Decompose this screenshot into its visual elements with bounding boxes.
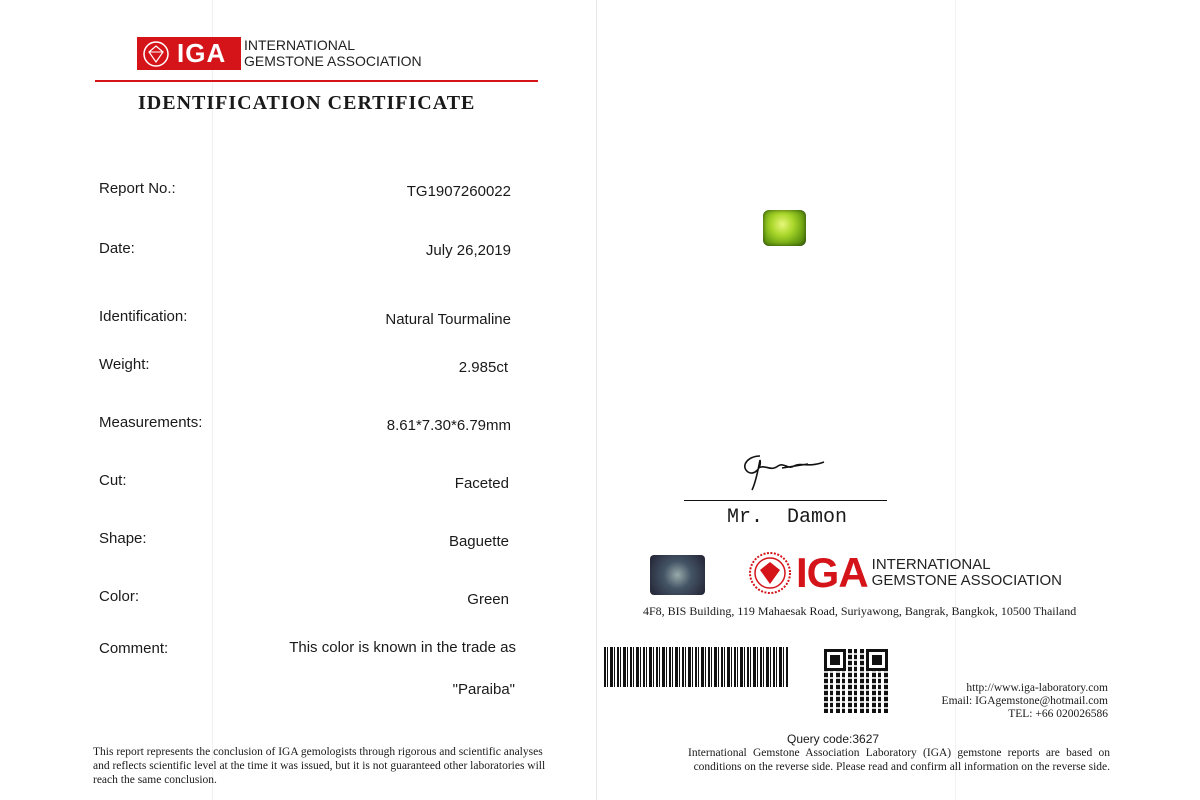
page-fold <box>596 0 597 800</box>
fold-crease <box>955 0 956 800</box>
field-value: TG1907260022 <box>406 183 511 200</box>
field-value: Baguette <box>448 533 509 550</box>
logo-mark: IGA <box>796 549 868 596</box>
phone-text: TEL: +66 020026586 <box>1008 708 1108 720</box>
barcode <box>604 647 788 687</box>
logo-mark: IGA <box>177 38 227 68</box>
field-label: Shape: <box>99 530 147 547</box>
field-label: Identification: <box>99 308 188 325</box>
org-line1: INTERNATIONAL <box>244 37 355 54</box>
field-value: Natural Tourmaline <box>385 311 511 328</box>
signature-mark <box>738 446 830 494</box>
field-value: Faceted <box>454 475 509 492</box>
comment-line1: This color is known in the trade as <box>289 639 516 656</box>
org-name <box>244 38 422 69</box>
field-value: Green <box>467 591 509 608</box>
disclaimer-text: This report represents the conclusion of IGA gemologists through rigorous and scientific analyses and reflects scientific level at the time it was issued, but it is not guaranteed other laboratories will reach the same conclusion. <box>93 746 546 786</box>
field-label: Cut: <box>99 472 127 489</box>
certificate-title: IDENTIFICATION CERTIFICATE <box>138 92 476 114</box>
lab-address: 4F8, BIS Building, 119 Mahaesak Road, Suriyawong, Bangrak, Bangkok, 10500 Thailand <box>643 604 1077 618</box>
gemstone-photo <box>763 210 806 246</box>
field-label: Date: <box>99 240 135 257</box>
field-value: 8.61*7.30*6.79mm <box>386 417 511 434</box>
qr-code <box>824 649 888 713</box>
header-rule <box>95 80 538 82</box>
contact-info <box>942 682 1108 721</box>
field-value: July 26,2019 <box>425 242 511 259</box>
website-text: http://www.iga-laboratory.com <box>966 682 1108 694</box>
gem-emblem-icon <box>748 551 792 595</box>
footer-logo <box>748 549 1062 597</box>
query-code: Query code:3627 <box>787 732 880 746</box>
header-logo <box>137 37 422 70</box>
org-line1: INTERNATIONAL <box>871 555 991 573</box>
signatory-name: Mr. Damon <box>727 506 848 529</box>
hologram-seal <box>650 555 705 595</box>
signature-line <box>684 500 887 501</box>
comment-line2: "Paraiba" <box>452 681 515 698</box>
field-label: Measurements: <box>99 414 203 431</box>
field-label: Report No.: <box>99 180 176 197</box>
field-label: Color: <box>99 588 140 605</box>
gem-emblem-icon <box>141 39 171 69</box>
field-label: Comment: <box>99 640 169 657</box>
org-name <box>872 557 1062 590</box>
fold-crease <box>212 0 213 800</box>
field-label: Weight: <box>99 356 150 373</box>
logo-badge <box>137 37 241 70</box>
field-value: 2.985ct <box>458 359 508 376</box>
org-line2: GEMSTONE ASSOCIATION <box>871 572 1062 589</box>
reverse-note: International Gemstone Association Laboratory (IGA) gemstone reports are based on conditions on the reverse side. Please read and confirm all information on the reverse side. <box>688 747 1110 773</box>
email-text: Email: IGAgemstone@hotmail.com <box>941 695 1108 707</box>
org-line2: GEMSTONE ASSOCIATION <box>244 52 422 69</box>
